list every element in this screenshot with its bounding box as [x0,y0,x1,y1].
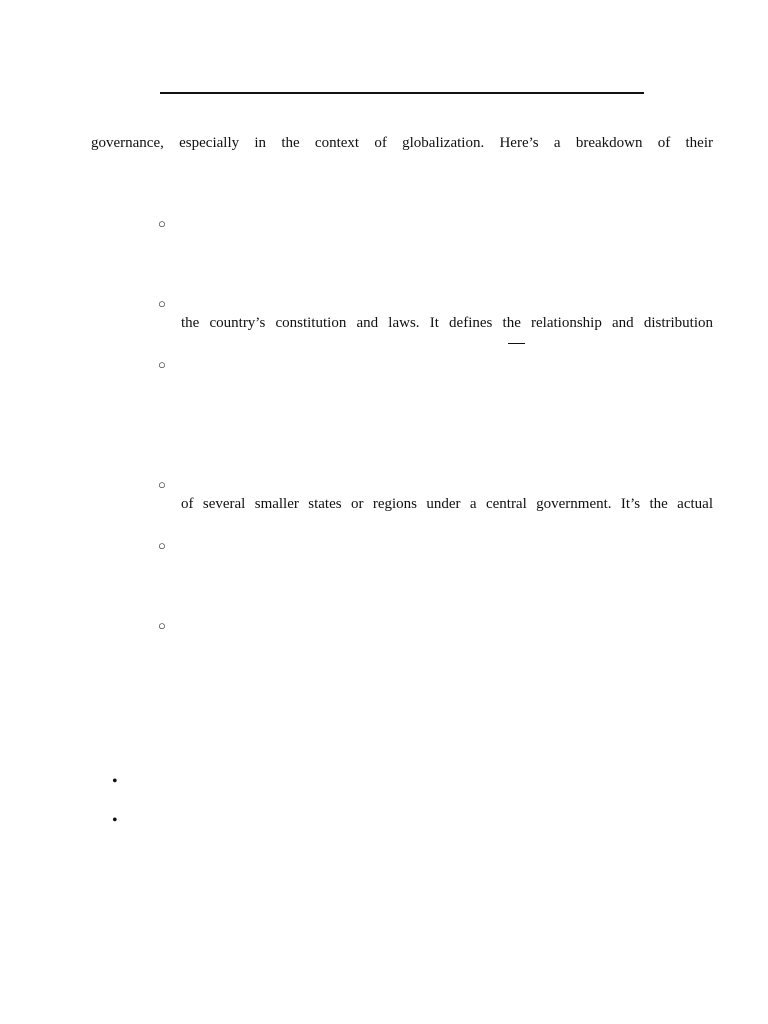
header-rule [160,92,644,94]
sub-bullet-1: ○ [158,216,166,231]
sub-item-4-text: of several smaller states or regions under a central government. It’s the actual [181,496,713,512]
sub-item-2-text: the country’s constitution and laws. It defines the relationship and distribution [181,315,713,331]
sub-bullet-4: ○ [158,477,166,492]
sub-bullet-2: ○ [158,296,166,311]
sub-bullet-3: ○ [158,357,166,372]
sub-bullet-6: ○ [158,618,166,633]
main-bullet-2: • [112,812,118,829]
sub-bullet-5: ○ [158,538,166,553]
underline-dash [508,343,525,344]
paragraph-line: governance, especially in the context of globalization. Here’s a breakdown of their [91,135,713,151]
main-bullet-1: • [112,773,118,790]
